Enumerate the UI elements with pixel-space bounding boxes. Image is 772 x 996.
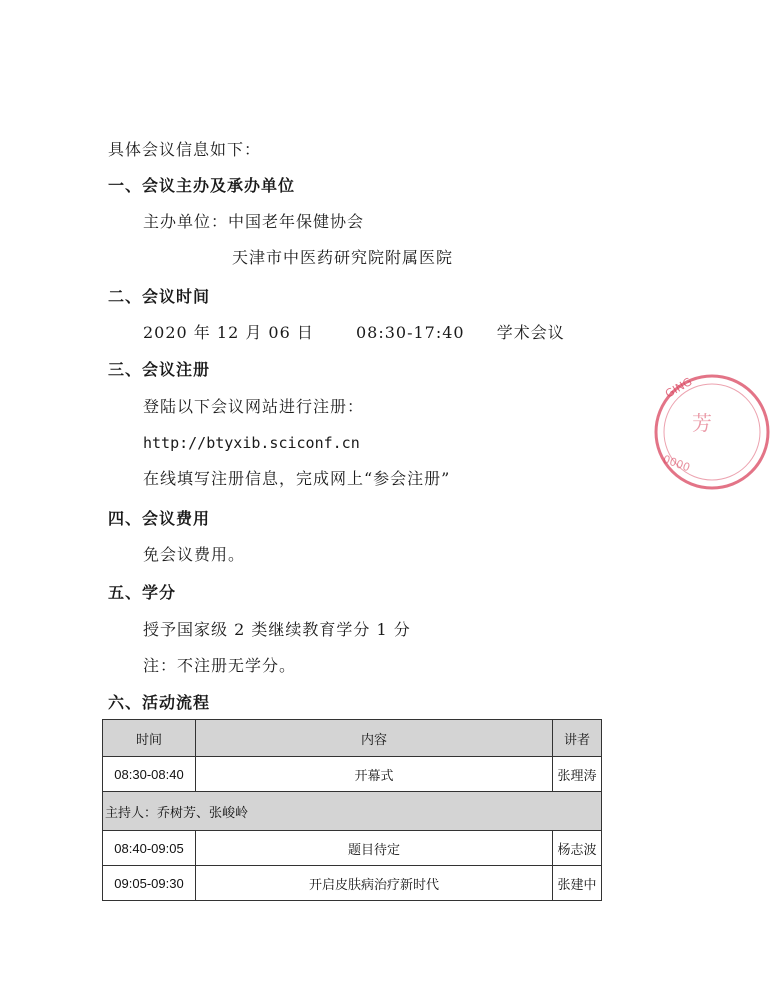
section-5-heading: 五、学分 xyxy=(108,583,177,602)
svg-text:芳: 芳 xyxy=(692,411,712,435)
section-6-heading: 六、活动流程 xyxy=(108,693,211,712)
meeting-type: 学术会议 xyxy=(496,323,565,342)
row-time: 09:05-09:30 xyxy=(103,866,196,901)
register-online-text: 在线填写注册信息，完成网上“参会注册” xyxy=(143,469,451,488)
fee-text: 免会议费用。 xyxy=(143,545,246,564)
section-1-heading: 一、会议主办及承办单位 xyxy=(108,176,296,195)
co-host-unit-line: 天津市中医药研究院附属医院 xyxy=(232,248,454,267)
credit-text: 授予国家级 2 类继续教育学分 1 分 xyxy=(143,620,411,639)
row-speaker: 张理涛 xyxy=(553,757,602,792)
host-row xyxy=(103,792,602,831)
row-time: 08:40-09:05 xyxy=(103,831,196,866)
header-content: 内容 xyxy=(196,720,553,757)
schedule-table xyxy=(102,719,602,901)
host-text: 主持人：乔树芳、张峻岭 xyxy=(103,792,602,831)
table-row xyxy=(103,757,602,792)
section-2-heading: 二、会议时间 xyxy=(108,287,211,306)
row-time: 08:30-08:40 xyxy=(103,757,196,792)
meeting-date: 2020 年 12 月 06 日 xyxy=(143,323,314,342)
row-content: 开幕式 xyxy=(196,757,553,792)
row-content: 题目待定 xyxy=(196,831,553,866)
register-instruction: 登陆以下会议网站进行注册： xyxy=(143,397,365,416)
header-speaker: 讲者 xyxy=(553,720,602,757)
table-row xyxy=(103,831,602,866)
svg-text:0000: 0000 xyxy=(660,452,692,475)
host-unit-line: 主办单位：中国老年保健协会 xyxy=(143,212,365,231)
header-time: 时间 xyxy=(103,720,196,757)
table-row xyxy=(103,866,602,901)
svg-text:GING: GING xyxy=(663,375,695,401)
meeting-hours: 08:30-17:40 xyxy=(355,323,465,342)
row-speaker: 杨志波 xyxy=(553,831,602,866)
row-speaker: 张建中 xyxy=(553,866,602,901)
section-3-heading: 三、会议注册 xyxy=(108,360,211,379)
seal-stamp-icon xyxy=(652,372,772,492)
section-4-heading: 四、会议费用 xyxy=(108,509,211,528)
table-header-row xyxy=(103,720,602,757)
register-url-link[interactable]: http://btyxib.sciconf.cn xyxy=(143,434,360,452)
intro-text: 具体会议信息如下： xyxy=(108,140,262,159)
credit-note: 注：不注册无学分。 xyxy=(143,656,297,675)
row-content: 开启皮肤病治疗新时代 xyxy=(196,866,553,901)
meeting-time-line xyxy=(143,323,565,343)
